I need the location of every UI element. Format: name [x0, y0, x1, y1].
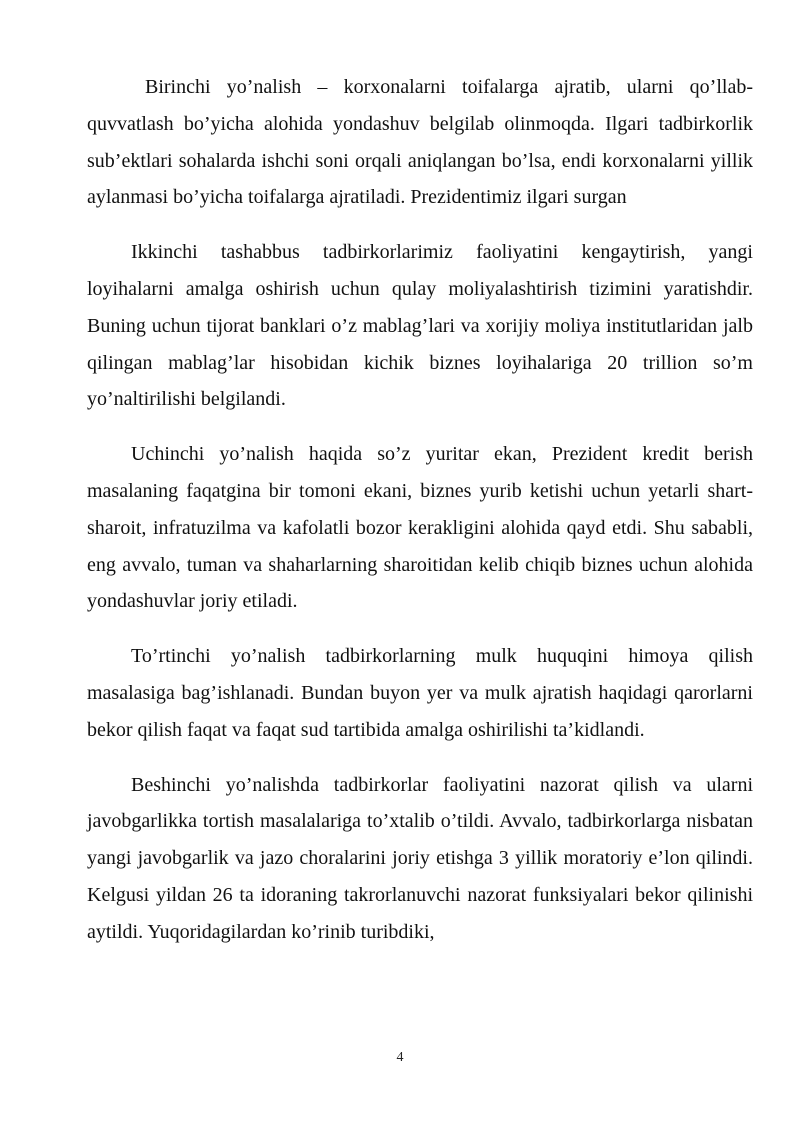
document-body — [87, 69, 753, 969]
paragraph-fifth-direction: Beshinchi yo’nalishda tadbirkorlar faoliyatini nazorat qilish va ularni javobgarlikka tortish masalalariga to’xtalib o’tildi. Avvalo, tadbirkorlarga nisbatan yangi javobgarlik va jazo choralarini joriy etishga 3 yillik moratoriy e’lon qilindi. Kelgusi yildan 26 ta idoraning takrorlanuvchi nazorat funksiyalari bekor qilinishi aytildi. Yuqoridagilardan ko’rinib turibdiki, — [87, 773, 753, 943]
paragraph-third-direction: Uchinchi yo’nalish haqida so’z yuritar ekan, Prezident kredit berish masalaning faqatgina bir tomoni ekani, biznes yurib ketishi uchun yetarli shart-sharoit, infratuzilma va kafolatli bozor kerakligini alohida qayd etdi. Shu sababli, eng avvalo, tuman va shaharlarning sharoitidan kelib chiqib biznes uchun alohida yondashuvlar joriy etiladi. — [87, 443, 753, 613]
paragraph-fourth-direction: To’rtinchi yo’nalish tadbirkorlarning mulk huquqini himoya qilish masalasiga bag’ishlanadi. Bundan buyon yer va mulk ajratish haqidagi qarorlarni bekor qilish faqat va faqat sud tartibida amalga oshirilishi ta’kidlandi. — [87, 645, 753, 741]
page-number: 4 — [396, 1050, 404, 1065]
paragraph-second-initiative: Ikkinchi tashabbus tadbirkorlarimiz faoliyatini kengaytirish, yangi loyihalarni amalga oshirish uchun qulay moliyalashtirish tizimini yaratishdir. Buning uchun tijorat banklari o’z mablag’lari va xorijiy moliya institutlaridan jalb qilingan mablag’lar hisobidan kichik biznes loyihalariga 20 trillion so’m yo’naltirilishi belgilandi. — [87, 241, 753, 411]
paragraph-first-direction: Birinchi yo’nalish – korxonalarni toifalarga ajratib, ularni qo’llab-quvvatlash bo’yicha alohida yondashuv belgilab olinmoqda. Ilgari tadbirkorlik sub’ektlari sohalarda ishchi soni orqali aniqlangan bo’lsa, endi korxonalarni yillik aylanmasi bo’yicha toifalarga ajratiladi. Prezidentimiz ilgari surgan — [87, 76, 753, 209]
